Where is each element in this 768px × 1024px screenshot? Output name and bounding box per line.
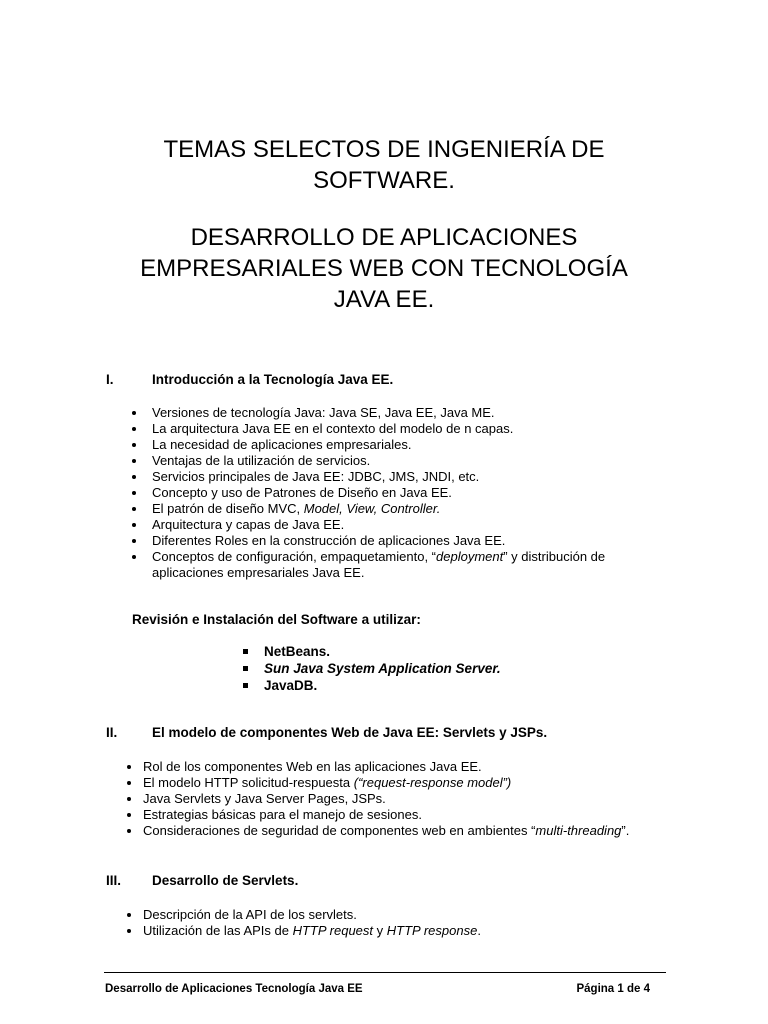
bullet-icon	[132, 427, 136, 431]
list-item: Arquitectura y capas de Java EE.	[128, 517, 605, 533]
section-2-list	[123, 759, 629, 839]
title-line: SOFTWARE.	[313, 167, 455, 194]
list-item: La arquitectura Java EE en el contexto del modelo de n capas.	[128, 421, 605, 437]
title-line: TEMAS SELECTOS DE INGENIERÍA DE	[163, 136, 605, 163]
title-line: DESARROLLO DE APLICACIONES	[190, 224, 578, 251]
list-item: NetBeans.	[240, 643, 501, 660]
subsection-heading: Revisión e Instalación del Software a utilizar:	[132, 612, 421, 627]
title-line: EMPRESARIALES WEB CON TECNOLOGÍA	[140, 255, 628, 282]
list-item: JavaDB.	[240, 677, 501, 694]
document-title	[100, 134, 668, 196]
section-3-list	[123, 907, 481, 939]
bullet-icon	[132, 411, 136, 415]
document-subtitle	[100, 222, 668, 315]
bullet-icon	[127, 829, 131, 833]
bullet-icon	[127, 913, 131, 917]
list-item: El patrón de diseño MVC, Model, View, Controller.	[128, 501, 605, 517]
bullet-icon	[127, 765, 131, 769]
section-1-list	[128, 405, 605, 581]
list-item: Conceptos de configuración, empaquetamiento, “deployment” y distribución de aplicaciones empresariales Java EE.	[128, 549, 605, 581]
bullet-icon	[132, 443, 136, 447]
list-item: Rol de los componentes Web en las aplicaciones Java EE.	[123, 759, 629, 775]
list-item: Java Servlets y Java Server Pages, JSPs.	[123, 791, 629, 807]
list-item: Concepto y uso de Patrones de Diseño en Java EE.	[128, 485, 605, 501]
list-item: Diferentes Roles en la construcción de aplicaciones Java EE.	[128, 533, 605, 549]
bullet-icon	[132, 507, 136, 511]
bullet-icon	[127, 781, 131, 785]
section-number: II.	[106, 725, 118, 740]
list-item: El modelo HTTP solicitud-respuesta (“request-response model”)	[123, 775, 629, 791]
bullet-icon	[132, 475, 136, 479]
section-title: Desarrollo de Servlets.	[152, 873, 299, 888]
list-item: Utilización de las APIs de HTTP request y HTTP response.	[123, 923, 481, 939]
bullet-icon	[132, 459, 136, 463]
section-number: III.	[106, 873, 122, 888]
bullet-icon	[132, 555, 136, 559]
bullet-icon	[132, 523, 136, 527]
list-item: Sun Java System Application Server.	[240, 660, 501, 677]
bullet-icon	[127, 813, 131, 817]
list-item: Ventajas de la utilización de servicios.	[128, 453, 605, 469]
list-item: Versiones de tecnología Java: Java SE, Java EE, Java ME.	[128, 405, 605, 421]
square-bullet-icon	[243, 683, 248, 688]
list-item: Descripción de la API de los servlets.	[123, 907, 481, 923]
footer-divider	[104, 972, 666, 973]
section-title: El modelo de componentes Web de Java EE: Servlets y JSPs.	[152, 725, 548, 740]
section-number: I.	[106, 372, 114, 387]
footer-document-title: Desarrollo de Aplicaciones Tecnología Java EE	[105, 983, 363, 995]
software-list	[240, 643, 501, 694]
list-item: La necesidad de aplicaciones empresariales.	[128, 437, 605, 453]
title-line: JAVA EE.	[333, 286, 435, 313]
bullet-icon	[127, 929, 131, 933]
square-bullet-icon	[243, 649, 248, 654]
list-item: Estrategias básicas para el manejo de sesiones.	[123, 807, 629, 823]
list-item: Consideraciones de seguridad de componentes web en ambientes “multi-threading”.	[123, 823, 629, 839]
section-title: Introducción a la Tecnología Java EE.	[152, 372, 394, 387]
bullet-icon	[127, 797, 131, 801]
list-item: Servicios principales de Java EE: JDBC, JMS, JNDI, etc.	[128, 469, 605, 485]
page-number: Página 1 de 4	[576, 983, 650, 995]
square-bullet-icon	[243, 666, 248, 671]
bullet-icon	[132, 491, 136, 495]
bullet-icon	[132, 539, 136, 543]
